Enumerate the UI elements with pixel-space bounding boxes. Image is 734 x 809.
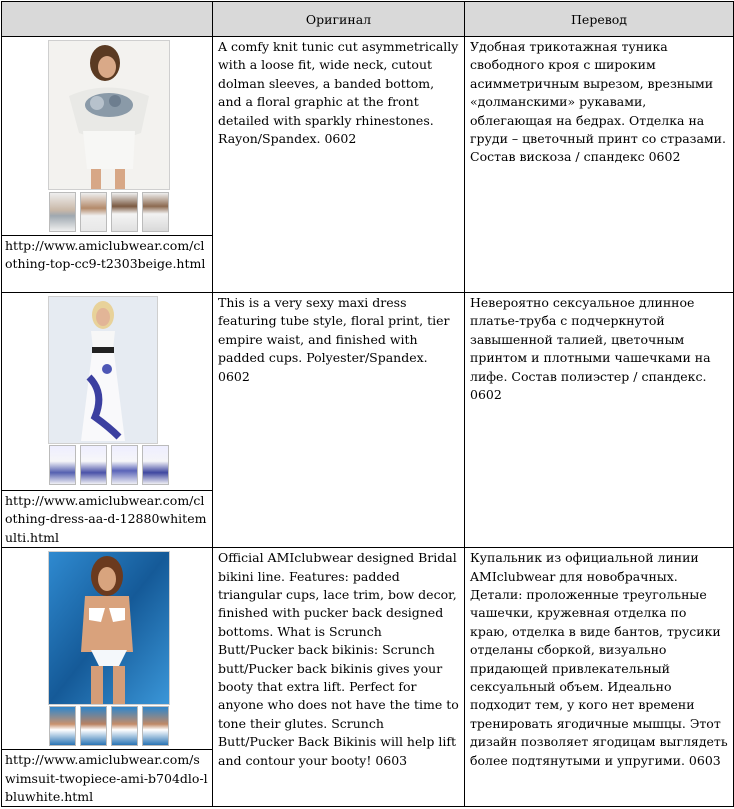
translation-table: [1, 1, 734, 807]
translation-text: Купальник из официальной линии AMIclubwear для новобрачных. Детали: проложенные треугольные чашечки, кружевная отделка по краю, отделка в виде бантов, трусики отделаны сборкой, визуально придающей привлекательный сексуальный объем. Идеально подходит тем, у кого нет времени тренировать ягодичные мышцы. Этот дизайн позволяет ягодицам выглядеть более подтянутыми и упругими. 0603: [465, 548, 734, 807]
original-text: A comfy knit tunic cut asymmetrically with a loose fit, wide neck, cutout dolman sleeves, a banded bottom, and a floral graphic at the front detailed with sparkly rhinestones. Rayon/Spandex. 0602: [213, 37, 465, 293]
product-cell: [2, 293, 213, 548]
product-photo-bikini: [48, 551, 170, 705]
thumbnail-image[interactable]: [142, 445, 169, 485]
thumbnail-image[interactable]: [49, 192, 76, 232]
header-original: Оригинал: [213, 2, 465, 37]
table-row: [2, 293, 734, 548]
table-row: [2, 37, 734, 293]
translation-text: Удобная трикотажная туника свободного кроя с широким асимметричным вырезом, врезными «долманскими» рукавами, облегающая на бедрах. Отделка на груди – цветочный принт со стразами. Состав вискоза / спандекс 0602: [465, 37, 734, 293]
product-url[interactable]: http://www.amiclubwear.com/clothing-dress-aa-d-12880whitemulti.html: [2, 490, 212, 547]
original-text: Official AMIclubwear designed Bridal bikini line. Features: padded triangular cups, lace trim, bow decor, finished with pucker back designed bottoms. What is Scrunch Butt/Pucker back bikinis: Scrunch butt/Pucker back bikinis gives your booty that extra lift. Perfect for anyone who does not have the time to tone their glutes. Scrunch Butt/Pucker Back Bikinis will help lift and contour your booty! 0603: [213, 548, 465, 807]
thumbnail-image[interactable]: [111, 192, 138, 232]
product-url[interactable]: http://www.amiclubwear.com/clothing-top-cc9-t2303beige.html: [2, 235, 212, 274]
product-cell: [2, 548, 213, 807]
table-row: [2, 548, 734, 807]
thumbnail-image[interactable]: [142, 192, 169, 232]
thumbnail-image[interactable]: [80, 706, 107, 746]
product-photo-dress: [48, 296, 158, 444]
thumbnail-image[interactable]: [80, 445, 107, 485]
thumbnail-image[interactable]: [142, 706, 169, 746]
product-cell: [2, 37, 213, 293]
header-row: [2, 2, 734, 37]
header-translation: Перевод: [465, 2, 734, 37]
thumbnail-image[interactable]: [49, 445, 76, 485]
thumbnail-image[interactable]: [49, 706, 76, 746]
original-text: This is a very sexy maxi dress featuring tube style, floral print, tier empire waist, and finished with padded cups. Polyester/Spandex. 0602: [213, 293, 465, 548]
thumbnail-image[interactable]: [111, 445, 138, 485]
thumbnail-image[interactable]: [80, 192, 107, 232]
product-url[interactable]: http://www.amiclubwear.com/swimsuit-twopiece-ami-b704dlo-lbluwhite.html: [2, 749, 212, 806]
product-photo-tunic: [48, 40, 170, 190]
header-empty: [2, 2, 213, 37]
thumbnail-image[interactable]: [111, 706, 138, 746]
translation-text: Невероятно сексуальное длинное платье-труба с подчеркнутой завышенной талией, цветочным принтом и плотными чашечками на лифе. Состав полиэстер / спандекс. 0602: [465, 293, 734, 548]
